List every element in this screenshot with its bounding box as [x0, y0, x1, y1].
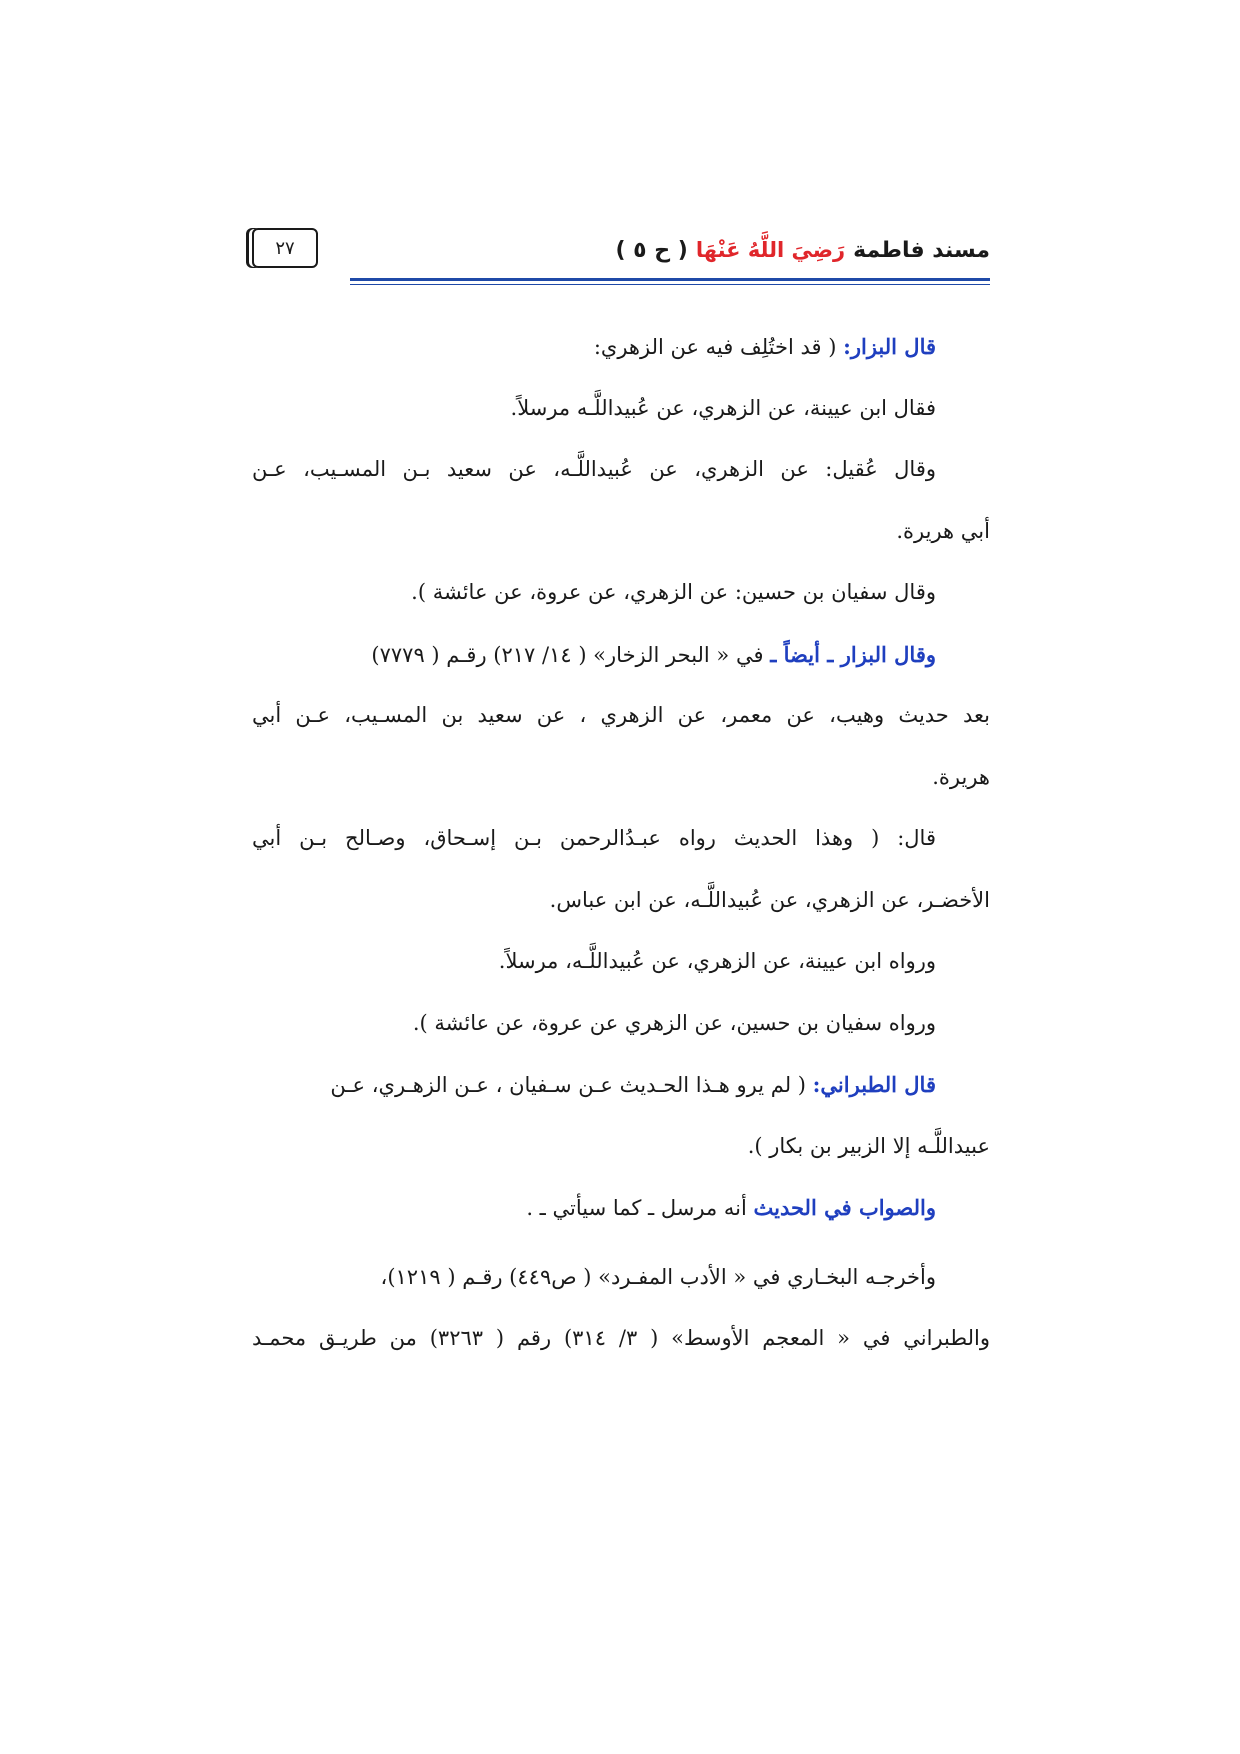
paragraph-spacer	[252, 1239, 990, 1247]
text-line	[252, 1116, 990, 1178]
text-line	[252, 747, 990, 809]
line-text: ( قد اختُلِف فيه عن الزهري:	[593, 335, 844, 359]
running-title-part: ( ح ٥ )	[615, 237, 688, 263]
page-body	[252, 316, 990, 1370]
page-number: ٢٧	[275, 237, 295, 259]
text-line	[252, 685, 990, 747]
text-line	[252, 1308, 990, 1370]
text-line	[252, 439, 990, 501]
line-text: أبي هريرة.	[896, 518, 990, 543]
line-lead: والصواب في الحديث	[753, 1195, 936, 1220]
line-lead: وقال البزار ـ أيضاً ـ	[770, 641, 936, 667]
line-text: أنه مرسل ـ كما سيأتي ـ .	[526, 1196, 754, 1220]
header-rule-thin	[350, 284, 990, 285]
text-line	[252, 378, 990, 440]
text-line	[252, 624, 990, 686]
line-text: والطبراني في « المعجم الأوسط» ( ٣/ ٣١٤) رقم ( ٣٢٦٣) من طريـق محمـد	[252, 1326, 990, 1350]
text-line	[252, 870, 990, 932]
line-text: بعد حديث وهيب، عن معمر، عن الزهري ، عن سعيد بن المسـيب، عـن أبي	[252, 703, 990, 727]
line-text: ورواه ابن عيينة، عن الزهري، عن عُبيداللَّـه، مرسلاً.	[498, 949, 936, 973]
page-number-box	[252, 228, 318, 268]
header-rule-thick	[350, 278, 990, 281]
line-lead: قال الطبراني:	[812, 1072, 936, 1097]
text-line	[252, 501, 990, 563]
text-line	[252, 562, 990, 624]
text-line	[252, 808, 990, 870]
line-text: وقال سفيان بن حسين: عن الزهري، عن عروة، عن عائشة ).	[411, 580, 936, 604]
text-line	[252, 316, 990, 378]
text-line	[252, 1247, 990, 1309]
line-text: ورواه سفيان بن حسين، عن الزهري عن عروة، عن عائشة ).	[412, 1010, 936, 1035]
text-line	[252, 993, 990, 1055]
line-text: في « البحر الزخار» ( ١٤/ ٢١٧) رقـم ( ٧٧٧٩)	[371, 642, 771, 667]
running-title	[615, 228, 990, 272]
line-text: هريرة.	[932, 764, 990, 789]
running-title-main: مسند فاطمة	[853, 237, 990, 263]
text-line	[252, 1177, 990, 1239]
line-lead: قال البزار:	[843, 334, 936, 359]
page-header	[252, 228, 990, 288]
text-line	[252, 1054, 990, 1116]
line-text: وأخرجـه البخـاري في « الأدب المفـرد» ( ص٤٤٩) رقـم ( ١٢١٩)،	[380, 1264, 936, 1289]
line-text: الأخضـر، عن الزهري، عن عُبيداللَّـه، عن ابن عباس.	[549, 887, 990, 912]
line-text: عبيداللَّـه إلا الزبير بن بكار ).	[747, 1133, 990, 1158]
text-line	[252, 931, 990, 993]
line-text: وقال عُقيل: عن الزهري، عن عُبيداللَّـه، عن سعيد بـن المسـيب، عـن	[252, 457, 936, 481]
line-text: فقال ابن عيينة، عن الزهري، عن عُبيداللَّـه مرسلاً.	[510, 395, 936, 420]
running-title-honorific: رَضِيَ اللَّهُ عَنْهَا	[695, 238, 846, 262]
line-text: قال: ( وهذا الحديث رواه عبـدُالرحمن بـن إسـحاق، وصـالح بـن أبي	[252, 826, 936, 850]
line-text: ( لم يرو هـذا الحـديث عـن سـفيان ، عـن الزهـري، عـن	[330, 1073, 813, 1097]
